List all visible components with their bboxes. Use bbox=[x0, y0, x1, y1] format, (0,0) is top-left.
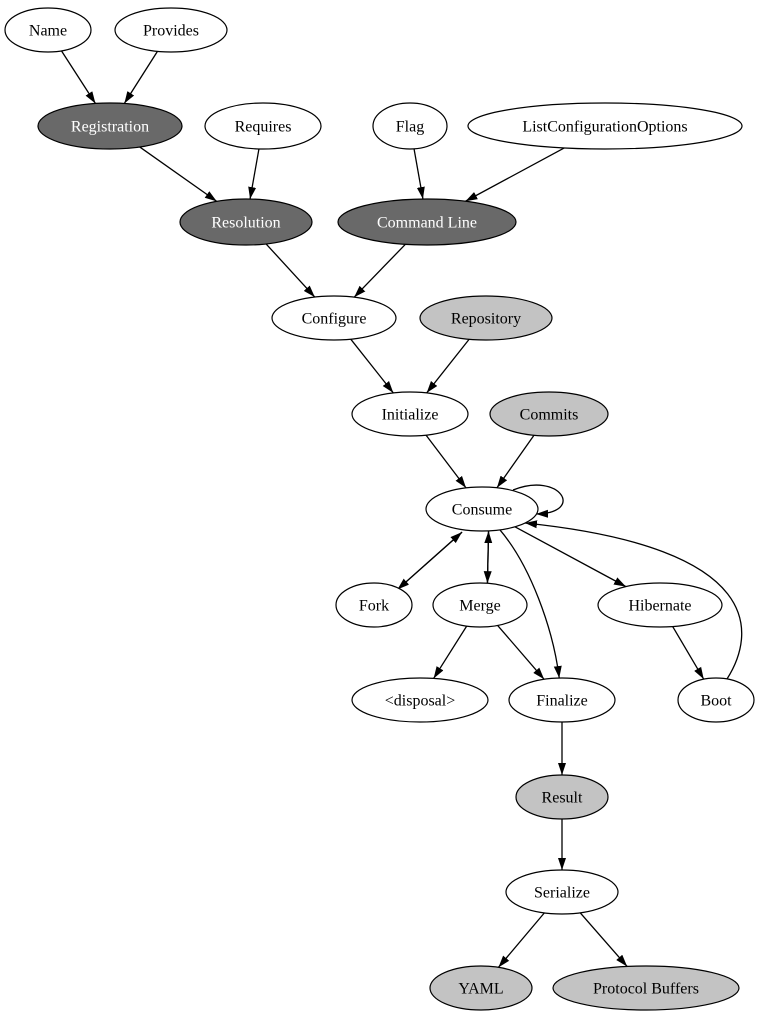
node-boot-label: Boot bbox=[700, 692, 732, 710]
edge-requires-to-resolution bbox=[250, 149, 259, 199]
node-fork-label: Fork bbox=[358, 597, 390, 615]
node-registration-label: Registration bbox=[70, 118, 150, 136]
node-name-label: Name bbox=[28, 22, 68, 40]
nodes-layer bbox=[5, 8, 754, 1010]
edge-configure-to-initialize bbox=[351, 339, 394, 393]
node-result-label: Result bbox=[541, 789, 583, 807]
edge-merge-to-consume bbox=[487, 531, 488, 583]
edge-hibernate-to-boot bbox=[673, 627, 704, 680]
node-result bbox=[516, 775, 608, 819]
edges-layer bbox=[61, 51, 741, 967]
edge-serialize-to-protocol-buffers bbox=[580, 913, 627, 967]
edge-flag-to-command-line bbox=[414, 149, 423, 199]
node-initialize-label: Initialize bbox=[381, 406, 439, 424]
node-serialize-label: Serialize bbox=[534, 884, 590, 902]
edge-commits-to-consume bbox=[497, 435, 534, 488]
node-serialize bbox=[506, 870, 618, 914]
edge-serialize-to-yaml bbox=[498, 913, 544, 967]
node-consume bbox=[426, 487, 538, 531]
edge-resolution-to-configure bbox=[266, 244, 315, 297]
node-consume-label: Consume bbox=[451, 501, 513, 519]
node-flag bbox=[373, 103, 447, 149]
node-provides bbox=[115, 8, 227, 52]
node-finalize bbox=[509, 678, 615, 722]
node-disposal bbox=[352, 678, 488, 722]
edge-provides-to-registration bbox=[124, 51, 157, 103]
node-merge bbox=[433, 583, 527, 627]
node-registration bbox=[38, 103, 182, 149]
edge-listconfigurationoptions-to-command-line bbox=[465, 148, 564, 201]
node-repository-label: Repository bbox=[450, 310, 522, 328]
node-merge-label: Merge bbox=[459, 597, 501, 615]
edge-name-to-registration bbox=[61, 51, 95, 104]
node-boot bbox=[678, 678, 754, 722]
node-fork bbox=[336, 583, 412, 627]
node-disposal-label: <disposal> bbox=[384, 692, 456, 710]
node-requires-label: Requires bbox=[234, 118, 292, 136]
node-listconfigurationoptions bbox=[468, 103, 742, 149]
node-configure-label: Configure bbox=[301, 310, 367, 328]
node-listconfigurationoptions-label: ListConfigurationOptions bbox=[522, 118, 688, 136]
node-command-line-label: Command Line bbox=[377, 214, 477, 232]
node-initialize bbox=[352, 392, 468, 436]
edge-initialize-to-consume bbox=[426, 435, 466, 488]
edge-registration-to-resolution bbox=[140, 147, 217, 201]
edge-merge-to-disposal bbox=[434, 626, 467, 678]
node-commits bbox=[490, 392, 608, 436]
node-flag-label: Flag bbox=[395, 118, 425, 136]
edge-fork-to-consume bbox=[397, 532, 462, 589]
node-name bbox=[5, 8, 91, 52]
node-yaml bbox=[430, 966, 532, 1010]
edge-merge-to-finalize bbox=[498, 625, 545, 679]
edge-repository-to-initialize bbox=[427, 339, 469, 393]
node-finalize-label: Finalize bbox=[536, 692, 588, 710]
node-configure bbox=[272, 296, 396, 340]
node-resolution bbox=[180, 199, 312, 245]
node-protocol-buffers-label: Protocol Buffers bbox=[593, 980, 699, 998]
node-resolution-label: Resolution bbox=[211, 214, 281, 232]
node-repository bbox=[420, 296, 552, 340]
edge-command-line-to-configure bbox=[354, 244, 405, 297]
node-hibernate bbox=[598, 583, 722, 627]
node-yaml-label: YAML bbox=[458, 980, 504, 998]
node-provides-label: Provides bbox=[143, 22, 199, 40]
node-commits-label: Commits bbox=[519, 406, 579, 424]
node-command-line bbox=[338, 199, 516, 245]
node-requires bbox=[205, 103, 321, 149]
node-protocol-buffers bbox=[553, 966, 739, 1010]
node-hibernate-label: Hibernate bbox=[628, 597, 692, 615]
